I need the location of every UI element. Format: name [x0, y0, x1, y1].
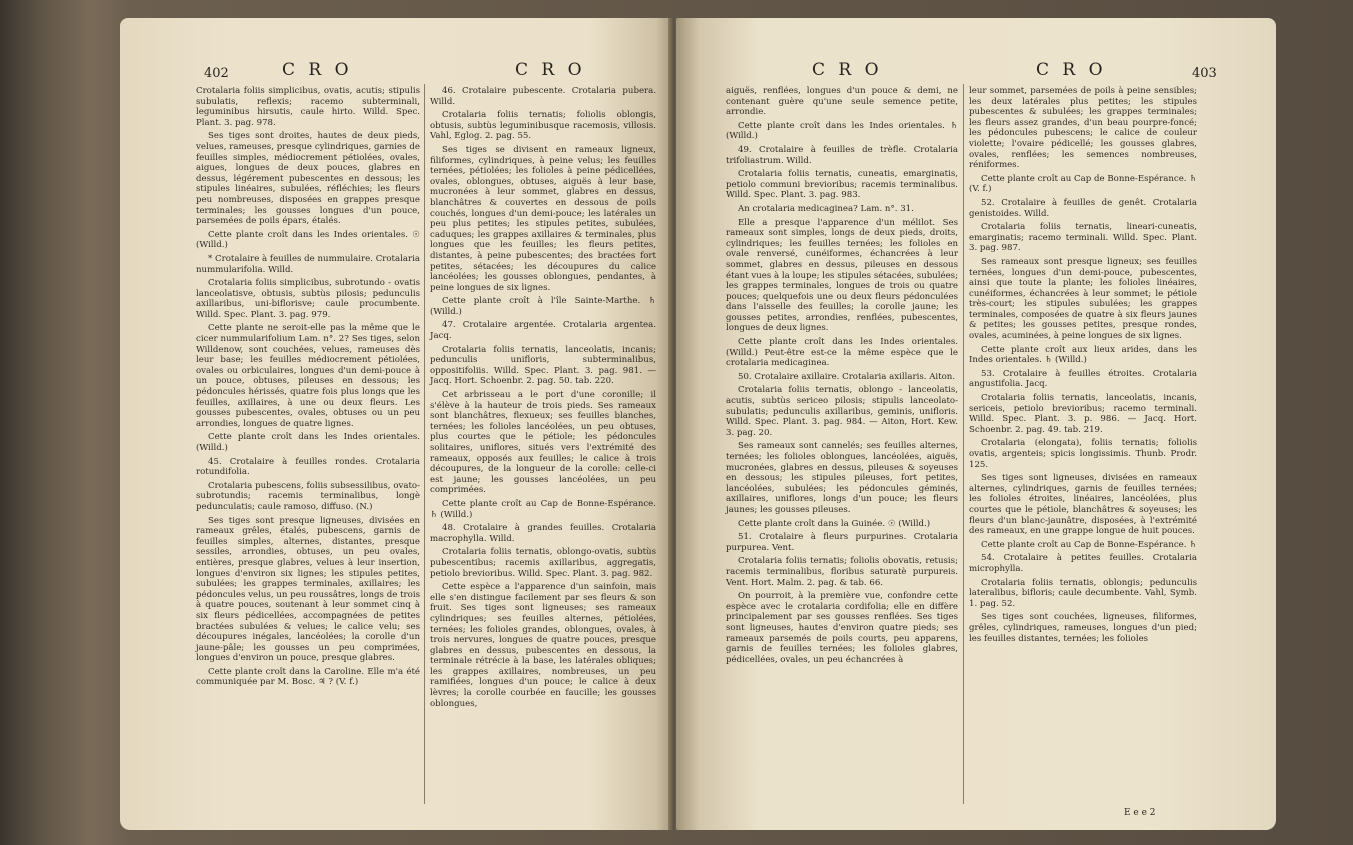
text-column-right-2	[969, 86, 1197, 647]
paragraph: Crotalaria foliis ternatis, lanceolatis, incanis; pedunculis unifloris, subterminalibus, oppositifoliis. Willd. Spec. Plant. 3. pag. 981. — Jacq. Hort. Schoenbr. 2. pag. 50. tab. 220.	[430, 344, 656, 387]
paragraph: Ses tiges sont ligneuses, divisées en rameaux alternes, cylindriques, garnis de feuilles ternées; les folioles étroites, linéaires, lancéolées, plus courtes que le pétiole, blanchâtres & soyeuses; les fleurs d'un blanc-jaunâtre, disposées, à l'extrémité des rameaux, en une grappe longue de huit pouces.	[969, 473, 1197, 537]
running-header: C R O	[812, 60, 883, 80]
paragraph: leur sommet, parsemées de poils à peine sensibles; les deux latérales plus petites; les stipules pubescentes & subulées; les grappes terminales; les fleurs assez grandes, d'un beau pourpre-foncé; les pédoncules pubescens; le calice de couleur violette; l'ovaire pédicellé; les gousses glabres, ovales, renflées; les semences nombreuses, réniformes.	[969, 86, 1197, 171]
running-header: C R O	[515, 60, 586, 80]
paragraph: Cette plante croît dans les Indes orientales. ♄ (Willd.)	[726, 120, 958, 142]
paragraph: Cette plante ne seroit-elle pas la même que le cicer nummularifolium Lam. n°. 2? Ses tiges, selon Willdenow, sont couchées, velues, rameuses dès leur base; les feuilles médiocrement pétiolées, ovales ou orbiculaires, longues d'un demi-pouce à un pouce, obtuses, pileuses en dessous; les pédoncules hérissés, quatre fois plus longs que les feuilles, axillaires, à une ou deux fleurs. Les gousses pubescentes, ovales, obtuses ou un peu arrondies, longues de quatre lignes.	[196, 323, 420, 429]
column-rule	[424, 84, 425, 804]
paragraph: Cette plante croît au Cap de Bonne-Espérance. ♄ (Willd.)	[430, 498, 656, 520]
text-column-right-1	[726, 86, 958, 668]
paragraph: Ses rameaux sont cannelés; ses feuilles alternes, ternées; les folioles oblongues, lancéolées, aiguës, mucronées, glabres en dessus, pileuses & soyeuses en dessous; les stipules pileuses, fort petites, lancéolées, subulées; les pédoncules géminés, axillaires, uniflores, longs d'un pouce; les fleurs jaunes; les gousses pileuses.	[726, 441, 958, 515]
paragraph: Ses tiges se divisent en rameaux ligneux, filiformes, cylindriques, à peine velus; les feuilles ternées, pétiolées; les folioles à peine pédicellées, ovales, oblongues, obtuses, aiguës à leur base, mucronées à leur sommet, glabres en dessus, blanchâtres & couvertes en dessous de poils couchés, longues d'un demi-pouce; les latérales un peu plus petites; les stipules petites, subulées, caduques; les grappes axillaires & terminales, plus longues que les feuilles; les fleurs petites, distantes, à peine pubescentes; des bractées fort petites, sétacées; les découpures du calice lancéolées; les gousses oblongues, pendantes, à peine longues de six lignes.	[430, 144, 656, 293]
paragraph: Cette plante croît dans les Indes orientales. (Willd.) Peut-être est-ce la même espèce que le crotalaria medicaginea.	[726, 337, 958, 369]
paragraph: Ses rameaux sont presque ligneux; ses feuilles ternées, longues d'un demi-pouce, pubescentes, ainsi que toute la plante; les folioles linéaires, cunéiformes, échancrées à leur sommet; le pétiole très-court; les stipules subulées; les grappes terminales, composées de quatre à six fleurs jaunes & petites; les gousses petites, presque rondes, ovales, acuminées, à peine longues de six lignes.	[969, 256, 1197, 342]
paragraph: Crotalaria foliis ternatis, oblongo - lanceolatis, acutis, subtùs sericeo pilosis; stipulis lanceolato-subulatis; pedunculis axillaribus, geminis, unifloris. Willd. Spec. Plant. 3. pag. 984. — Aiton, Hort. Kew. 3. pag. 20.	[726, 385, 958, 438]
left-page	[120, 18, 672, 830]
paragraph: 50. Crotalaire axillaire. Crotalaria axillaris. Aiton.	[738, 371, 956, 382]
paragraph: Cette plante croît à l'île Sainte-Marthe. ♄ (Willd.)	[430, 296, 656, 317]
page-number: 402	[204, 66, 229, 81]
paragraph: Crotalaria pubescens, foliis subsessilibus, ovato-subrotundis; racemis terminalibus, longè pedunculatis; caule ramoso, diffuso. (N.)	[196, 480, 420, 512]
paragraph: Cette espèce a l'apparence d'un sainfoin, mais elle s'en distingue facilement par ses fleurs & son fruit. Ses tiges sont ligneuses; ses rameaux cylindriques; ses feuilles alternes, pétiolées, ternées; les folioles grandes, oblongues, ovales, à trois nervures, longues de quatre pouces, presque glabres en dessus, pubescentes en dessous, la terminale rétrécie à la base, les latérales obliques; les grappes axillaires, nombreuses, un peu ramifiées, longues d'un pouce; le calice à deux lèvres; la corolle courbée en faucille; les gousses oblongues,	[430, 582, 656, 709]
paragraph: Cette plante croît dans les Indes orientales. ☉ (Willd.)	[196, 229, 420, 251]
text-column-left-2	[430, 86, 656, 712]
paragraph: Cet arbrisseau a le port d'une coronille; il s'élève à la hauteur de trois pieds. Ses rameaux sont blanchâtres, flexueux; ses feuilles blanches, ternées; les folioles lancéolées, un peu obtuses, plus courtes que le pétiole; les pédoncules solitaires, uniflores, situés vers l'extrémité des rameaux, opposés aux feuilles; le calice à trois découpures, de la longueur de la corolle: celle-ci est jaune; les gousses lancéolées, un peu comprimées.	[430, 390, 656, 496]
paragraph: Crotalaria foliis ternatis; foliolis oblongis, obtusis, subtùs leguminibusque racemosis, villosis. Vahl, Eglog. 2. pag. 55.	[430, 110, 656, 142]
running-header: C R O	[282, 60, 353, 80]
signature-mark: E e e 2	[1124, 808, 1156, 818]
running-header: C R O	[1036, 60, 1107, 80]
paragraph: Crotalaria foliis simplicibus, subrotundo - ovatis lanceolatisve, obtusis, subtùs pilosis; pedunculis axillaribus, uni-biflorisve; caule procumbente. Willd. Spec. Plant. 3. pag. 979.	[196, 278, 420, 320]
paragraph: Crotalaria foliis simplicibus, ovatis, acutis; stipulis subulatis, reflexis; racemo subterminali, leguminibus hirsutis, caule hirto. Willd. Spec. Plant. 3. pag. 978.	[196, 86, 420, 128]
paragraph: Ses tiges sont couchées, ligneuses, filiformes, grêles, cylindriques, rameuses, longues d'un pied; les feuilles distantes, ternées; les folioles	[969, 612, 1197, 644]
paragraph: Crotalaria foliis ternatis, cuneatis, emarginatis, petiolo communi brevioribus; racemis terminalibus. Willd. Spec. Plant. 3. pag. 983.	[726, 169, 958, 201]
paragraph: Cette plante croît dans la Caroline. Elle m'a été communiquée par M. Bosc. ♃ ? (V. f.)	[196, 666, 420, 688]
paragraph: Crotalaria foliis ternatis, oblongis; pedunculis lateralibus, bifloris; caule decumbente. Vahl, Symb. 1. pag. 52.	[969, 577, 1197, 609]
paragraph: Crotalaria (elongata), foliis ternatis; foliolis ovatis, argenteis; spicis longissimis. Thunb. Prodr. 125.	[969, 438, 1197, 470]
paragraph: 46. Crotalaire pubescente. Crotalaria pubera. Willd.	[430, 86, 656, 107]
paragraph: 54. Crotalaire à petites feuilles. Crotalaria microphylla.	[969, 553, 1197, 574]
paragraph: Cette plante croît aux lieux arides, dans les Indes orientales. ♄ (Willd.)	[969, 344, 1197, 366]
column-rule	[963, 84, 964, 804]
page-number: 403	[1192, 66, 1217, 81]
text-column-left-1	[196, 86, 420, 691]
paragraph: 45. Crotalaire à feuilles rondes. Crotalaria rotundifolia.	[196, 456, 420, 478]
paragraph: Ses tiges sont presque ligneuses, divisées en rameaux grêles, étalés, pubescens, garnis de feuilles simples, alternes, distantes, presque sessiles, arrondies, obtuses, un peu ovales, entières, presque glabres, velues à leur insertion, longues d'environ six lignes; les stipules petites, subulées; les grappes terminales, axillaires; les pédoncules velus, un peu roussâtres, longs de trois à quatre pouces, soutenant à leur sommet cinq à six fleurs pédicellées, accompagnées de petites bractées subulées & velues; le calice velu; ses découpures inégales, lancéolées; la corolle d'un jaune-pâle; les gousses un peu comprimées, longues d'environ un pouce, presque glabres.	[196, 515, 420, 664]
paragraph: aiguës, renflées, longues d'un pouce & demi, ne contenant guère qu'une seule semence petite, arrondie.	[726, 86, 958, 118]
paragraph: On pourroit, à la première vue, confondre cette espèce avec le crotalaria cordifolia; elle en diffère principalement par ses gousses renflées. Ses tiges sont ligneuses, hautes d'environ quatre pieds; ses rameaux parsemés de poils courts, peu apparens, garnis de feuilles ternées; les folioles glabres, pédicellées, ovales, un peu échancrées à	[726, 591, 958, 665]
paragraph: Crotalaria foliis ternatis, lineari-cuneatis, emarginatis; racemo terminali. Willd. Spec. Plant. 3. pag. 987.	[969, 222, 1197, 254]
paragraph: 52. Crotalaire à feuilles de genêt. Crotalaria genistoides. Willd.	[969, 197, 1197, 219]
paragraph: * Crotalaire à feuilles de nummulaire. Crotalaria nummularifolia. Willd.	[196, 253, 420, 275]
paragraph: Cette plante croît dans la Guinée. ☉ (Willd.)	[738, 518, 931, 529]
paragraph: An crotalaria medicaginea? Lam. n°. 31.	[738, 203, 914, 214]
paragraph: Elle a presque l'apparence d'un mélilot. Ses rameaux sont simples, longs de deux pieds, droits, cylindriques; les feuilles ternées; les folioles en ovale renversé, cunéiformes, échancrées à leur sommet, glabres en dessus, pileuses en dessous étant vues à la loupe; les stipules sétacées, subulées; les grappes terminales, longues de trois ou quatre pouces; quelquefois une ou deux fleurs pédonculées dans l'aisselle des feuilles; la corolle jaune; les gousses petites, arrondies, renflées, pubescentes, longues de deux lignes.	[726, 217, 958, 334]
paragraph: 53. Crotalaire à feuilles étroites. Crotalaria angustifolia. Jacq.	[969, 368, 1197, 390]
right-page	[676, 18, 1276, 830]
paragraph: 49. Crotalaire à feuilles de trèfle. Crotalaria trifoliastrum. Willd.	[726, 144, 958, 166]
paragraph: 47. Crotalaire argentée. Crotalaria argentea. Jacq.	[430, 320, 656, 342]
paragraph: Crotalaria foliis ternatis, oblongo-ovatis, subtùs pubescentibus; racemis axillaribus, aggregatis, petiolo brevioribus. Willd. Spec. Plant. 3. pag. 982.	[430, 547, 656, 579]
paragraph: Ses tiges sont droites, hautes de deux pieds, velues, rameuses, presque cylindriques, garnies de feuilles simples, médiocrement pétiolées, ovales, aigues, longues de deux pouces, glabres en dessus, légérement pubescentes en dessous; les stipules linéaires, subulées, réfléchies; les fleurs peu nombreuses, disposées en grappes presque terminales; les gousses longues d'un pouce, parsemées de poils épars, étalés.	[196, 131, 420, 227]
paragraph: 48. Crotalaire à grandes feuilles. Crotalaria macrophylla. Willd.	[430, 523, 656, 544]
paragraph: Crotalaria foliis ternatis, lanceolatis, incanis, sericeis, petiolo brevioribus; racemo terminali. Willd. Spec. Plant. 3. p. 986. — Jacq. Hort. Schoenbr. 2. pag. 49. tab. 219.	[969, 393, 1197, 435]
paragraph: Crotalaria foliis ternatis; foliolis obovatis, retusis; racemis terminalibus, floribus saturatè purpureis. Vent. Hort. Malm. 2. pag. & tab. 66.	[726, 556, 958, 588]
paragraph: Cette plante croît dans les Indes orientales. (Willd.)	[196, 432, 420, 453]
paragraph: Cette plante croît au Cap de Bonne-Espérance. ♄	[981, 539, 1197, 550]
paragraph: Cette plante croît au Cap de Bonne-Espérance. ♄ (V. f.)	[969, 173, 1197, 195]
paragraph: 51. Crotalaire à fleurs purpurines. Crotalaria purpurea. Vent.	[726, 532, 958, 553]
